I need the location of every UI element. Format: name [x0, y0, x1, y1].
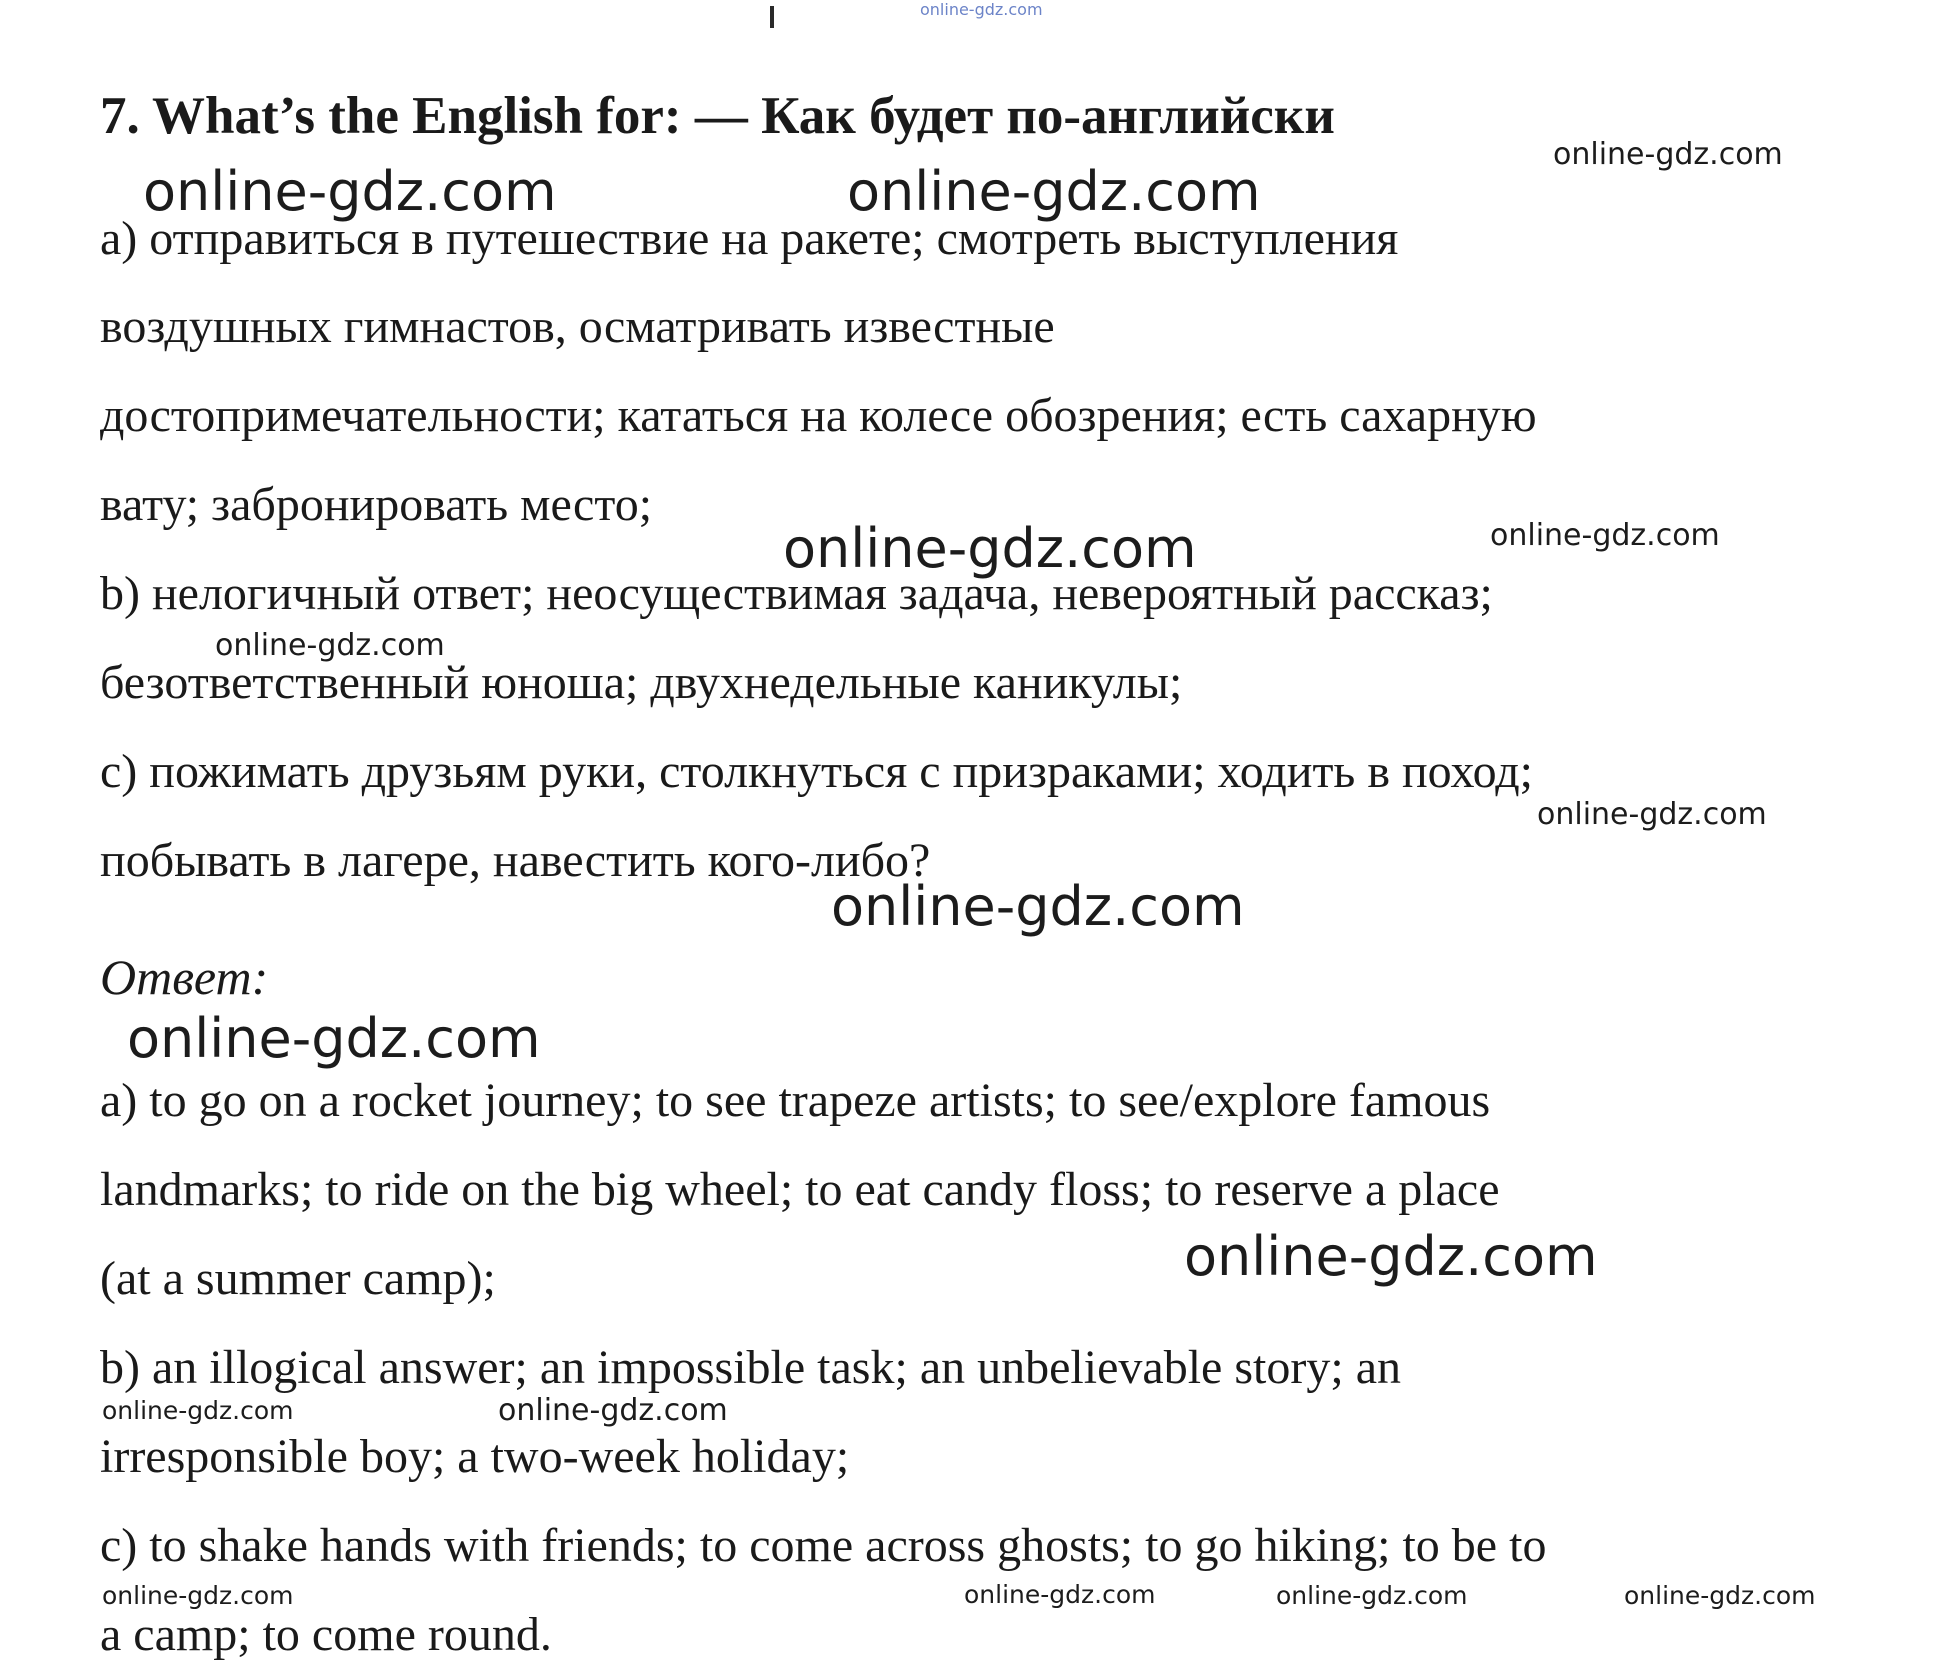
- exercise-title: 7. What’s the English for: — Как будет по-английски: [100, 87, 1335, 145]
- watermark: online-gdz.com: [964, 1580, 1156, 1609]
- answer-line: c) to shake hands with friends; to come across ghosts; to go hiking; to be to: [100, 1519, 1547, 1572]
- answer-line: a camp; to come round.: [100, 1608, 552, 1661]
- answer-label: Ответ:: [100, 949, 269, 1005]
- watermark: online-gdz.com: [1184, 1225, 1598, 1288]
- watermark: online-gdz.com: [498, 1393, 728, 1428]
- answer-line: b) an illogical answer; an impossible task; an unbelievable story; an: [100, 1341, 1401, 1394]
- watermark: online-gdz.com: [1553, 137, 1783, 172]
- answer-line: (at a summer camp);: [100, 1252, 496, 1305]
- watermark: online-gdz.com: [127, 1007, 541, 1070]
- watermark: online-gdz.com: [215, 628, 445, 663]
- watermark: online-gdz.com: [847, 160, 1261, 223]
- task-line: b) нелогичный ответ; неосуществимая задача, невероятный рассказ;: [100, 567, 1493, 620]
- task-line: a) отправиться в путешествие на ракете; смотреть выступления: [100, 212, 1399, 265]
- watermark: online-gdz.com: [143, 160, 557, 223]
- task-line: вату; забронировать место;: [100, 478, 653, 531]
- task-line: воздушных гимнастов, осматривать известные: [100, 300, 1055, 353]
- watermark: online-gdz.com: [831, 875, 1245, 938]
- scan-artifact-mark: [770, 6, 774, 28]
- task-line: безответственный юноша; двухнедельные каникулы;: [100, 656, 1183, 709]
- watermark: online-gdz.com: [783, 517, 1197, 580]
- task-line: побывать в лагере, навестить кого-либо?: [100, 834, 931, 887]
- watermark: online-gdz.com: [102, 1581, 294, 1610]
- answer-line: a) to go on a rocket journey; to see trapeze artists; to see/explore famous: [100, 1074, 1491, 1127]
- task-line: c) пожимать друзьям руки, столкнуться с призраками; ходить в поход;: [100, 745, 1534, 798]
- watermark: online-gdz.com: [1276, 1581, 1468, 1610]
- watermark: online-gdz.com: [1490, 518, 1720, 553]
- watermark: online-gdz.com: [1624, 1581, 1816, 1610]
- answer-line: landmarks; to ride on the big wheel; to eat candy floss; to reserve a place: [100, 1163, 1500, 1216]
- task-line: достопримечательности; кататься на колесе обозрения; есть сахарную: [100, 389, 1537, 442]
- header-watermark: online-gdz.com: [920, 0, 1043, 19]
- watermark: online-gdz.com: [102, 1396, 294, 1425]
- answer-line: irresponsible boy; a two-week holiday;: [100, 1430, 850, 1483]
- watermark: online-gdz.com: [1537, 797, 1767, 832]
